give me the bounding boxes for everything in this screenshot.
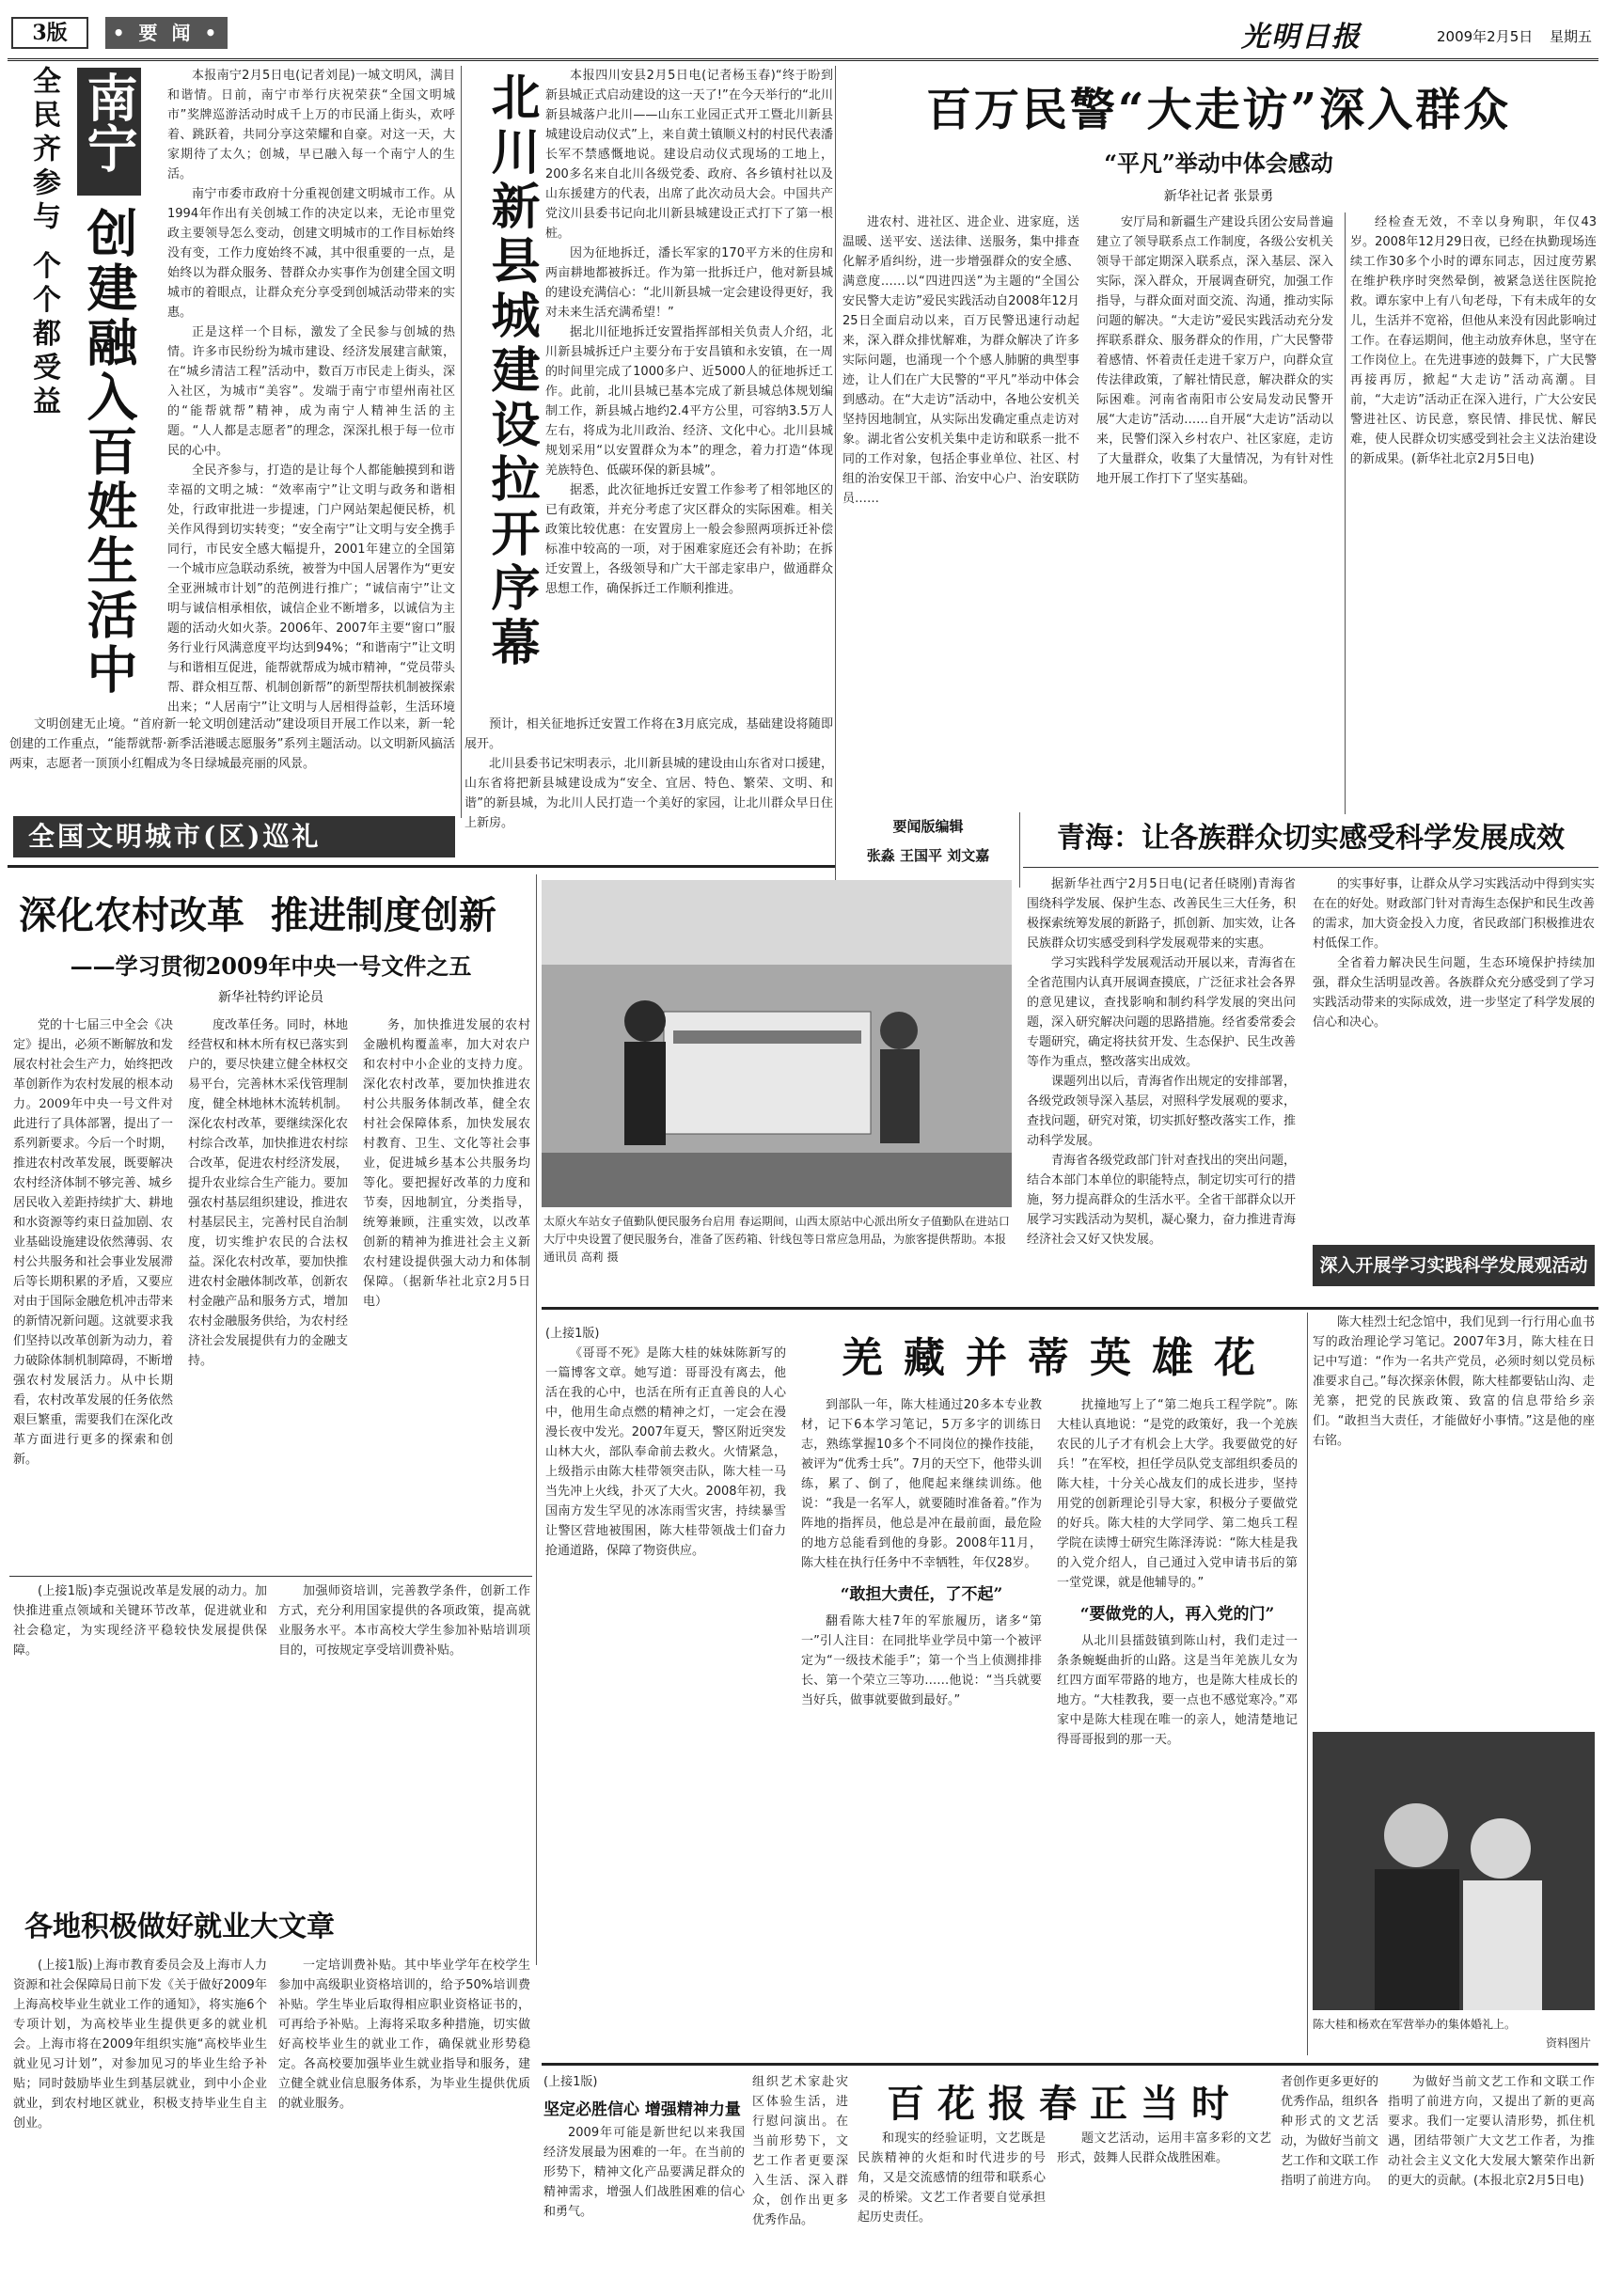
- qinghai-banner: 深入开展学习实践科学发展观活动: [1313, 1245, 1595, 1286]
- spring-col-2: 题文艺活动，运用丰富多彩的文艺形式，鼓舞人民群众战胜困难。: [1057, 2131, 1271, 2165]
- rural-subhead: ——学习贯彻2009年中央一号文件之五: [70, 952, 472, 980]
- police-byline: 新华社记者 张景勇: [1163, 189, 1274, 204]
- issue-date: 2009年2月5日: [1437, 28, 1534, 45]
- hero-col-4: 陈大桂烈士纪念馆中，我们见到一行行用心血书写的政治理论学习笔记。2007年3月，陈大桂在日记中写道：“作为一名共产党员，必须时刻以党员标准要求自己。”每次探亲休假，陈大桂都要钻山沟、走羌寨，把党的民族政策、致富的信息带给乡亲们。“敢担当大责任，才能做好小事情。”这是他的座右铭。: [1313, 1315, 1595, 1448]
- rural-headline: 深化农村改革 推进制度创新: [19, 893, 496, 937]
- qinghai-col-2: 的实事好事，让群众从学习实践活动中得到实实在在的好处。财政部门针对青海生态保护和民生改善的需求，加大资金投入力度，省民政部门积极推进农村低保工作。 全省着力解决民生问题，生态环境保护持续加强，群众生活明显改善。各族群众充分感受到了学习实践活动带来的实际成效，进一步坚定了科学发展的信心和决心。: [1313, 877, 1595, 1030]
- divider: [9, 1576, 532, 1577]
- hero-col-3: 扰撞地写上了“第二炮兵工程学院”。陈大桂认真地说：“是党的政策好，我一个羌族农民的儿子才有机会上大学。我要做党的好兵！”在军校，担任学员队党支部组织委员的陈大桂，十分关心战友们的成长进步，坚持用党的创新理论引导大家，积极分子要做党的好兵。陈大桂的大学同学、第二炮兵工程学院在读博士研究生陈泽涛说：“陈大桂是我的入党介绍人，自己通过入党申请书后的第一堂党课，就是他辅导的。” “要做党的人，再入党的门” 从北川县擂鼓镇到陈山村，我们走过一条条蜿蜒曲折的山路。这是当年羌族儿女为红四方面军带路的地方，也是陈大桂成长的地方。“大桂教我，要一点也不感觉寒冷。”邓家中是陈大桂现在唯一的亲人，她清楚地记得哥哥报到的那一天。: [1057, 1398, 1298, 1747]
- spring-side-headline: 坚定必胜信心 增强精神力量: [543, 2100, 741, 2119]
- divider: [1307, 1313, 1308, 2055]
- police-col-2: 安厅局和新疆生产建设兵团公安局普遍建立了领导联系点工作制度，各级公安机关领导干部定期深入联系点，深入基层、深入实际，深入群众，开展调查研究，加强工作指导，与群众面对面交流、沟通，推动实际问题的解决。“大走访”爱民实践活动充分发挥联系群众、服务群众的作用，广大民警带着感情、怀着责任走进千家万户，向群众宣传法律政策，了解社情民意，解决群众的实际困难。河南省南阳市公安局发动民警开展“大走访”活动……自开展“大走访”活动以来，民警们深入乡村农户、社区家庭，走访了大量群众，收集了大量情况，为有针对性地开展工作打下了坚实基础。: [1096, 215, 1333, 486]
- spring-col-1: 和现实的经验证明，文艺既是民族精神的火炬和时代进步的号角，又是交流感情的纽带和联系心灵的桥梁。文艺工作者要自觉承担起历史责任。: [858, 2131, 1046, 2225]
- divider: [835, 66, 836, 884]
- employment-col-2: 一定培训费补贴。其中毕业学年在校学生参加中高级职业资格培训的，给予50%培训费补贴。学生毕业后取得相应职业资格证书的，可再给予补贴。上海将采取多种措施，切实做好高校毕业生的就业工作，确保就业形势稳定。各高校要加强毕业生就业指导和服务，建立健全就业信息服务体系，为毕业生提供优质的就业服务。: [278, 1958, 530, 2111]
- divider: [1345, 212, 1346, 814]
- employment-cont: [9, 1576, 532, 1895]
- police-subhead: “平凡”举动中体会感动: [1104, 149, 1333, 177]
- masthead-logo: 光明日报: [1241, 21, 1362, 54]
- page-number-badge: 3版: [11, 17, 88, 49]
- police-article: [839, 66, 1598, 818]
- wedding-caption: 陈大桂和杨欢在军营举办的集体婚礼上。: [1313, 2018, 1517, 2031]
- wedding-photo: [1313, 1732, 1595, 2010]
- photo-illustration: [1313, 1732, 1595, 2010]
- photo-caption: 太原火车站女子值勤队便民服务台启用 春运期间，山西太原站中心派出所女子值勤队在进站口大厅中央设置了便民服务台，准备了医药箱、针线包等日常应急用品，为旅客提供帮助。本报通讯员 高莉 摄: [543, 1215, 1010, 1264]
- spring-headline: 百花报春正当时: [887, 2082, 1242, 2126]
- hero-col-1: (上接1版) 《哥哥不死》是陈大桂的妹妹陈新写的一篇博客文章。她写道：哥哥没有离去，他活在我的心中，也活在所有正直善良的人心中，他用生命点燃的精神之灯，一定会在漫漫长夜中发光。2007年夏天，警区附近突发山林大火，部队奉命前去救火。火情紧急，上级指示由陈大桂带领突击队，陈大桂一马当先冲上火线，扑灭了大火。2008年初，我国南方发生罕见的冰冻雨雪灾害，持续暴雪让警区营地被围困，陈大桂带领战士们奋力抢通道路，保障了物资供应。: [545, 1327, 786, 1558]
- qinghai-article: [1023, 812, 1598, 1301]
- rural-col-1: 党的十七届三中全会《决定》提出，必须不断解放和发展农村社会生产力，始终把改革创新作为农村发展的根本动力。2009年中央一号文件对此进行了具体部署，提出了一系列新要求。今后一个时期，推进农村改革发展，既要解决农村经济体制不够完善、城乡居民收入差距持续扩大、耕地和水资源等约束日益加剧、农业基础设施建设依然薄弱、农村公共服务和社会事业发展滞后等长期积累的矛盾，又要应对由于国际金融危机冲击带来的新情况新问题。这就要求我们坚持以改革创新为动力，着力破除体制机制障碍，不断增强农村发展活力。从中长期看，农村改革发展的任务依然艰巨繁重，需要我们在深化改革方面进行更多的探索和创新。: [13, 1018, 173, 1467]
- spring-side-2: 组织艺术家赴灾区体验生活，进行慰问演出。在当前形势下，文艺工作者更要深入生活、深入群众，创作出更多优秀作品。: [752, 2075, 848, 2227]
- employment-cont-col-2: 加强师资培训，完善教学条件，创新工作方式，充分利用国家提供的各项政策，提高就业服务水平。本市高校大学生参加补贴培训项目的，可按规定享受培训费补贴。: [278, 1584, 530, 1658]
- nanning-body: 本报南宁2月5日电(记者刘昆)一城文明风，满目和谐情。日前，南宁市举行庆祝荣获“全国文明城市”奖牌巡游活动时成千上万的市民涌上街头，欢呼着、跳跃着，共同分享这荣耀和自豪。对这一天，大家期待了太久；创城，早已融入每一个南宁人的生活。 南宁市委市政府十分重视创建文明城市工作。从1994年作出有关创城工作的决定以来，无论市里党政主要领导怎么变动，创建文明城市的工作目标始终没有变，工作力度始终不减，其中很重要的一点，是始终以为群众服务、替群众办实事作为创建全国文明城市的着眼点，让群众充分享受到创城活动带来的实惠。 正是这样一个目标，激发了全民参与创城的热情。许多市民纷纷为城市建设、经济发展建言献策，在“城乡清洁工程”活动中，数百万市民走上街头，深入社区，为城市“美容”。发端于南宁市望州南社区的“能帮就帮”精神，成为南宁人精神生活的主题。“人人都是志愿者”的理念，深深扎根于每一位市民的心中。 全民齐参与，打造的是让每个人都能触摸到和谐幸福的文明之城：“效率南宁”让文明与政务和谐相处，行政审批进一步提速，门户网站架起便民桥，机关作风得到切实转变；“安全南宁”让文明与安全携手同行，市民安全感大幅提升，2001年建立的全国第一个城市应急联动系统，被誉为中国人居署作为“更安全亚洲城市计划”的范例进行推广；“诚信南宁”让文明与诚信相承相依，诚信企业不断增多，以诚信为主题的活动火如火荼。2006年、2007年主要“窗口”服务行业行风满意度平均达到94%；“和谐南宁”让文明与和谐相互促进，能帮就帮成为城市精神，“党员带头帮、群众相互帮、机制创新帮”的新型帮扶机制被探索出来；“人居南宁”让文明与人居相得益彰，生活环境: [167, 69, 455, 715]
- photo-station-service: [542, 880, 1012, 1294]
- spring-article: [542, 2068, 1598, 2292]
- wedding-credit: 资料图片: [1545, 2037, 1591, 2050]
- police-col-1: 进农村、进社区、进企业、进家庭，送温暖、送平安、送法律、送服务，集中排查化解矛盾纠纷，进一步增强群众的安全感、满意度……以“四进四送”为主题的“全国公安民警大走访”爱民实践活动自2008年12月25日全面启动以来，百万民警迅速行动起来，深入群众排忧解难，为群众解决了许多实际问题，也涌现一个个感人肺腑的典型事迹，让人们在广大民警的“平凡”举动中体会到感动。在“大走访”活动中，各地公安机关坚持因地制宜，从实际出发确定重点走访对象。湖北省公安机关集中走访和联系一批不同的工作对象，包括企事业单位、社区、村组的治安保卫干部、治安中心户、治安联防员……: [842, 215, 1079, 506]
- hero-article: [542, 1313, 1598, 2061]
- section-label: • 要 闻 •: [105, 17, 228, 49]
- editors-label: 要闻版编辑: [892, 818, 964, 835]
- hero-photo-block: [1313, 1732, 1595, 2057]
- header-rule: [8, 58, 1598, 61]
- employment-col-1: (上接1版)上海市教育委员会及上海市人力资源和社会保障局日前下发《关于做好2009年上海高校毕业生就业工作的通知》，将实施6个专项计划，为高校毕业生提供更多的就业机会。上海市将在2009年组织实施“高校毕业生就业见习计划”，对参加见习的毕业生给予补贴；同时鼓励毕业生到基层就业，到中小企业就业，到农村地区就业，积极支持毕业生自主创业。: [13, 1958, 267, 2131]
- rural-article: [9, 874, 532, 1572]
- divider: [536, 874, 537, 1965]
- employment-article: [9, 1895, 532, 2290]
- rural-byline: 新华社特约评论员: [218, 990, 323, 1005]
- divider: [8, 865, 835, 868]
- divider: [1023, 867, 1598, 868]
- hero-col-2: 到部队一年，陈大桂通过20多本专业教材，记下6本学习笔记，5万多字的训练日志，熟练掌握10多个不同岗位的操作技能，被评为“优秀士兵”。7月的天空下，他带头训练，累了、倒了，他爬起来继续训练。他说：“我是一名军人，就要随时准备着。”作为阵地的指挥员，他总是冲在最前面，最危险的地方总能看到他的身影。2008年11月，陈大桂在执行任务中不幸牺牲，年仅28岁。 “敢担大责任，了不起” 翻看陈大桂7年的军旅履历，诸多“第一”引人注目：在同批毕业学员中第一个被评定为“一级技术能手”；第一个当上侦测排排长、第一个荣立三等功……他说：“当兵就要当好兵，做事就要做到最好。”: [801, 1398, 1042, 1707]
- spring-side-1: (上接1版) 坚定必胜信心 增强精神力量 2009年可能是新世纪以来我国经济发展最为困难的一年。在当前的形势下，精神文化产品要满足群众的精神需求，增强人们战胜困难的信心和勇气。: [543, 2075, 745, 2219]
- employment-headline: 各地积极做好就业大文章: [24, 1911, 335, 1943]
- issue-weekday: 星期五: [1550, 28, 1593, 45]
- beichuan-headline: 北川新县城建设拉开序幕: [482, 71, 540, 671]
- spring-col-4: 为做好当前文艺工作和文联工作指明了前进方向，又提出了新的更高要求。我们一定要认清形势，抓住机遇，团结带领广大文艺工作者，为推动社会主义文化大发展大繁荣作出新的更大的贡献。(本报北京2月5日电): [1388, 2075, 1595, 2188]
- editors-box: [839, 812, 1017, 882]
- police-col-3: 经检查无效，不幸以身殉职，年仅43岁。2008年12月29日夜，已经在执勤现场连续工作30多个小时的谭东同志，因过度劳累在维护秩序时突然晕倒，被紧急送往医院抢救。谭东家中上有八旬老母，下有未成年的女儿，生活并不宽裕，但他从来没有因此影响过工作。在春运期间，他主动放弃休息，坚守在工作岗位上。在先进事迹的鼓舞下，广大民警再接再厉，掀起“大走访”活动高潮。目前，“大走访”活动正在深入进行，广大公安民警进社区、访民意，察民情、排民忧、解民难，使人民群众切实感受到社会主义法治建设的新成果。(新华社北京2月5日电): [1350, 215, 1597, 466]
- rural-col-2: 度改革任务。同时，林地经营权和林木所有权已落实到户的，要尽快建立健全林权交易平台，完善林木采伐管理制度，健全林地林木流转机制。深化农村改革，要继续深化农村综合改革，加快推进农村综合改革，促进农村经济发展，提升农业综合生产能力。要加强农村基层组织建设，推进农村基层民主，完善村民自治制度，切实维护农民的合法权益。深化农村改革，要加快推进农村金融体制改革，创新农村金融产品和服务方式，增加农村金融服务供给，为农村经济社会发展提供有力的金融支持。: [188, 1018, 348, 1368]
- divider: [542, 2063, 1598, 2066]
- page-header: [0, 0, 1606, 62]
- nanning-kicker: 全民齐参与 个个都受益: [27, 66, 60, 420]
- nanning-article: [9, 66, 459, 818]
- qinghai-headline: 青海：让各族群众切实感受科学发展成效: [1057, 822, 1565, 855]
- nanning-body-bottom: 文明创建无止境。“首府新一轮文明创建活动”建设项目开展工作以来，新一轮创建的工作重点，“能帮就帮·新季活港暖志愿服务”系列主题活动。以文明新风搞活两束，志愿者一顶顶小红帽成为冬日绿城最亮丽的风景。: [9, 717, 455, 771]
- spring-col-3: 者创作更多更好的优秀作品，组织各种形式的文艺活动，为做好当前文艺工作和文联工作指明了前进方向。: [1281, 2075, 1378, 2188]
- nanning-headline: 创建融入百姓生活中: [79, 207, 139, 698]
- nanning-city-badge: 南宁: [77, 68, 141, 196]
- editors-names: 张淼 王国平 刘文嘉: [866, 847, 990, 864]
- hero-subhead-1: “敢担大责任，了不起”: [840, 1585, 1003, 1604]
- beichuan-article: [464, 66, 835, 884]
- hero-subhead-2: “要做党的人，再入党的门”: [1079, 1605, 1275, 1624]
- divider: [461, 66, 462, 818]
- qinghai-col-1: 据新华社西宁2月5日电(记者任晓刚)青海省围绕科学发展、保护生态、改善民生三大任务，积极探索统筹发展的新路子，抓创新、加实效，让各民族群众切实感受到科学发展观带来的实惠。 学习实践科学发展观活动开展以来，青海省在全省范围内认真开展调查摸底，广泛征求社会各界的意见建议，查找影响和制约科学发展的突出问题，深入研究解决问题的思路措施。经省委常委会专题研究，确定将扶贫开发、生态保护、民生改善等作为重点，整改落实出成效。 课题列出以后，青海省作出规定的安排部署，各级党政领导深入基层，对照科学发展观的要求，查找问题，研究对策，切实抓好整改落实工作，推动科学发展。 青海省各级党政部门针对查找出的突出问题，结合本部门本单位的职能特点，制定切实可行的措施，努力提高群众的生活水平。全省干部群众以开展学习实践活动为契机，凝心聚力，奋力推进青海经济社会又好又快发展。: [1027, 877, 1296, 1247]
- feature-bar: 全国文明城市(区)巡礼: [13, 816, 455, 857]
- divider: [1019, 812, 1020, 888]
- employment-cont-col-1: (上接1版)李克强说改革是发展的动力。加快推进重点领域和关键环节改革，促进就业和社会稳定，为实现经济平稳较快发展提供保障。: [13, 1584, 267, 1658]
- beichuan-body: 本报四川安县2月5日电(记者杨玉春)“终于盼到新县城正式启动建设的这一天了!”在今天举行的“北川新县城落户北川——山东工业园正式开工暨北川新县城建设启动仪式”上，来自黄土镇顺义村的村民代表潘长军不禁感慨地说。建设启动仪式现场的工地上，200多名来自北川各级党委、政府、各乡镇村社以及山东援建方的代表，出席了此次动员大会。中国共产党汶川县委书记向北川新县城建设正式打下了第一根桩。 因为征地拆迁，潘长军家的170平方米的住房和两亩耕地都被拆迁。作为第一批拆迁户，他对新县城的建设充满信心：“北川新县城一定会建设得更好，我对未来生活充满希望！” 据北川征地拆迁安置指挥部相关负责人介绍，北川新县城拆迁户主要分布于安昌镇和永安镇，在一周的时间里完成了1000多户、近5000人的征地拆迁工作。此前，北川县城已基本完成了新县城总体规划编制工作，新县城占地约2.4平方公里，可容纳3.5万人左右，将成为北川政治、经济、文化中心。北川县城规划采用“以安置群众为本”的理念，着力打造“体现羌族特色、低碳环保的新县城”。 据悉，此次征地拆迁安置工作参考了相邻地区的已有政策，并充分考虑了灾区群众的实际困难。相关政策比较优惠：在安置房上一般会参照两项拆迁补偿标准中较高的一项，对于困难家庭还会有补助；在拆迁安置上，各级领导和广大干部走家串户，做通群众思想工作，确保拆迁工作顺利推进。: [545, 69, 833, 596]
- beichuan-body-bottom: 预计，相关征地拆迁安置工作将在3月底完成，基础建设将随即展开。 北川县委书记宋明表示，北川新县城的建设由山东省对口援建，山东省将把新县城建设成为“安全、宜居、特色、繁荣、文明、和谐”的新县城，为北川人民打造一个美好的家园，让北川群众早日住上新房。: [464, 717, 833, 830]
- police-headline: 百万民警“大走访”深入群众: [925, 84, 1512, 136]
- divider: [542, 1307, 1598, 1310]
- hero-headline: 羌藏并蒂英雄花: [842, 1334, 1276, 1382]
- rural-col-3: 务，加快推进发展的农村金融机构覆盖率，加大对农户和农村中小企业的支持力度。深化农村改革，要加快推进农村公共服务体制改革，健全农村社会保障体系，加快发展农村教育、卫生、文化等社会事业，促进城乡基本公共服务均等化。要把握好改革的力度和节奏，因地制宜，分类指导，统筹兼顾，注重实效，以改革创新的精神为推进社会主义新农村建设提供强大动力和体制保障。（据新华社北京2月5日电）: [363, 1018, 530, 1309]
- news-photo: [542, 880, 1012, 1207]
- photo-illustration: [542, 880, 1012, 1207]
